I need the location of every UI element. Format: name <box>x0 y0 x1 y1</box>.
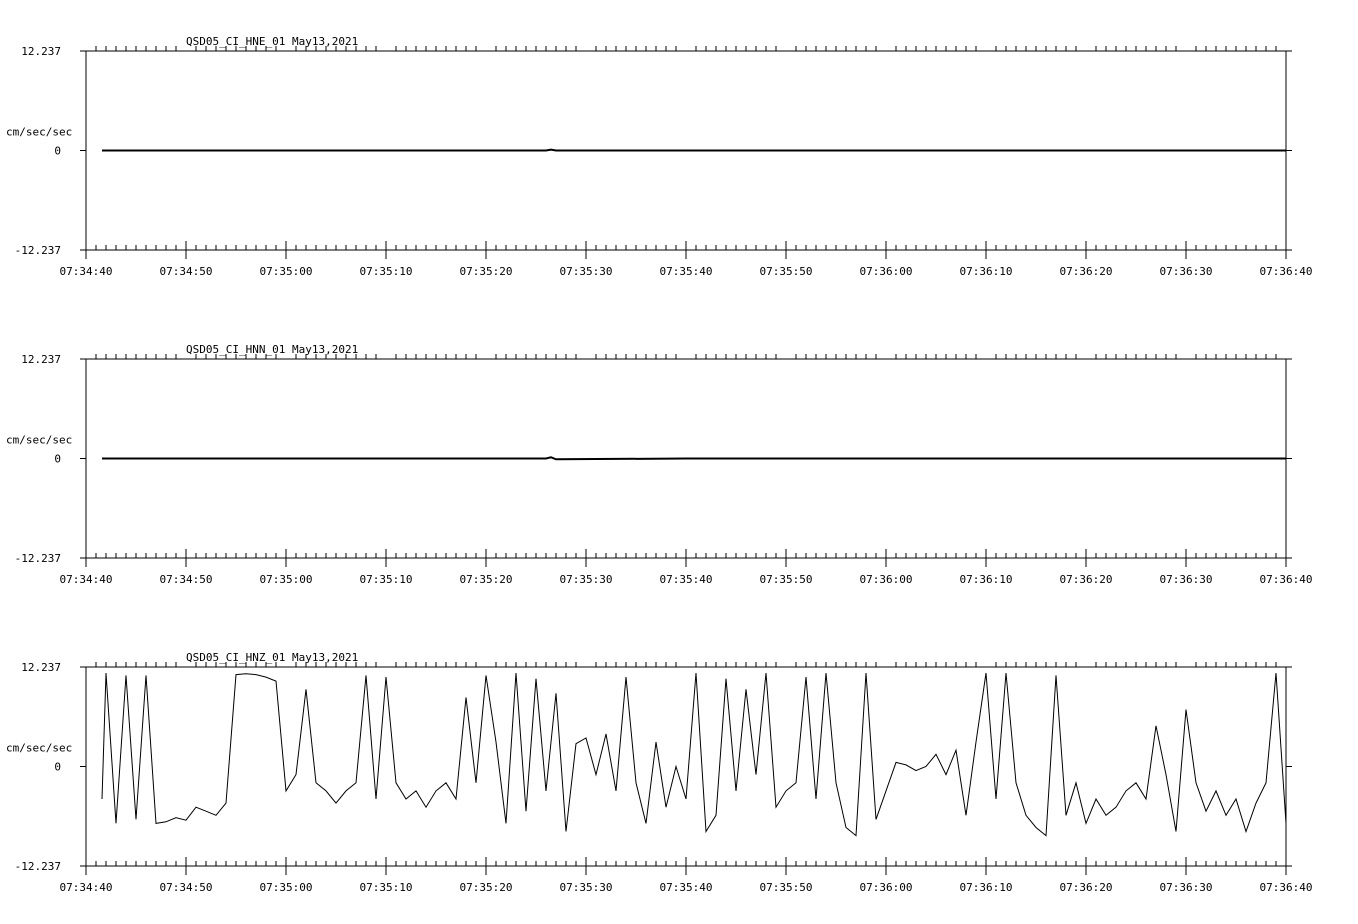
x-tick-label: 07:35:40 <box>659 573 713 586</box>
channel-panel-0 <box>6 35 1312 278</box>
x-tick-label: 07:35:30 <box>559 881 613 894</box>
x-tick-label: 07:35:50 <box>759 881 813 894</box>
x-tick-label: 07:36:30 <box>1159 881 1213 894</box>
x-tick-label: 07:35:50 <box>759 265 813 278</box>
x-tick-label: 07:36:10 <box>959 573 1013 586</box>
channel-title: QSD05_CI_HNN_01 May13,2021 <box>186 343 359 356</box>
waveform-trace <box>102 457 1286 459</box>
y-tick-label: 12.237 <box>21 45 61 58</box>
x-tick-label: 07:34:50 <box>159 881 213 894</box>
y-tick-label: 0 <box>54 144 61 158</box>
y-tick-label: 12.237 <box>21 353 61 366</box>
x-tick-label: 07:35:30 <box>559 265 613 278</box>
x-tick-label: 07:36:20 <box>1059 265 1113 278</box>
x-tick-label: 07:36:20 <box>1059 881 1113 894</box>
x-tick-label: 07:36:00 <box>859 265 913 278</box>
y-tick-label: -12.237 <box>14 244 61 257</box>
y-tick-label: 0 <box>54 452 61 466</box>
x-tick-label: 07:34:40 <box>59 573 113 586</box>
x-tick-label: 07:36:00 <box>859 881 913 894</box>
waveform-trace <box>102 673 1286 836</box>
x-tick-label: 07:35:40 <box>659 265 713 278</box>
x-tick-label: 07:36:30 <box>1159 265 1213 278</box>
x-tick-label: 07:36:30 <box>1159 573 1213 586</box>
x-tick-label: 07:36:10 <box>959 881 1013 894</box>
x-tick-label: 07:35:20 <box>459 265 513 278</box>
y-axis-label: cm/sec/sec <box>6 741 73 755</box>
y-axis-label: cm/sec/sec <box>6 433 73 447</box>
y-tick-label: 12.237 <box>21 661 61 674</box>
x-tick-label: 07:36:20 <box>1059 573 1113 586</box>
x-tick-label: 07:34:50 <box>159 573 213 586</box>
x-tick-label: 07:35:40 <box>659 881 713 894</box>
waveform-trace <box>102 150 1286 151</box>
channel-panel-1 <box>6 343 1312 586</box>
x-tick-label: 07:35:00 <box>259 881 313 894</box>
x-tick-label: 07:35:20 <box>459 881 513 894</box>
x-tick-label: 07:35:10 <box>359 881 413 894</box>
x-tick-label: 07:36:00 <box>859 573 913 586</box>
y-axis-label: cm/sec/sec <box>6 125 73 139</box>
x-tick-label: 07:36:40 <box>1259 881 1313 894</box>
y-tick-label: -12.237 <box>14 552 61 565</box>
x-tick-label: 07:36:10 <box>959 265 1013 278</box>
x-tick-label: 07:34:40 <box>59 881 113 894</box>
x-tick-label: 07:35:00 <box>259 573 313 586</box>
channel-panel-2 <box>6 651 1312 894</box>
x-tick-label: 07:35:30 <box>559 573 613 586</box>
x-tick-label: 07:35:10 <box>359 265 413 278</box>
x-tick-label: 07:35:20 <box>459 573 513 586</box>
x-tick-label: 07:35:50 <box>759 573 813 586</box>
x-tick-label: 07:34:40 <box>59 265 113 278</box>
x-tick-label: 07:36:40 <box>1259 265 1313 278</box>
y-tick-label: 0 <box>54 760 61 774</box>
channel-title: QSD05_CI_HNZ_01 May13,2021 <box>186 651 359 664</box>
x-tick-label: 07:36:40 <box>1259 573 1313 586</box>
x-tick-label: 07:35:00 <box>259 265 313 278</box>
y-tick-label: -12.237 <box>14 860 61 873</box>
channel-title: QSD05_CI_HNE_01 May13,2021 <box>186 35 359 48</box>
x-tick-label: 07:34:50 <box>159 265 213 278</box>
x-tick-label: 07:35:10 <box>359 573 413 586</box>
